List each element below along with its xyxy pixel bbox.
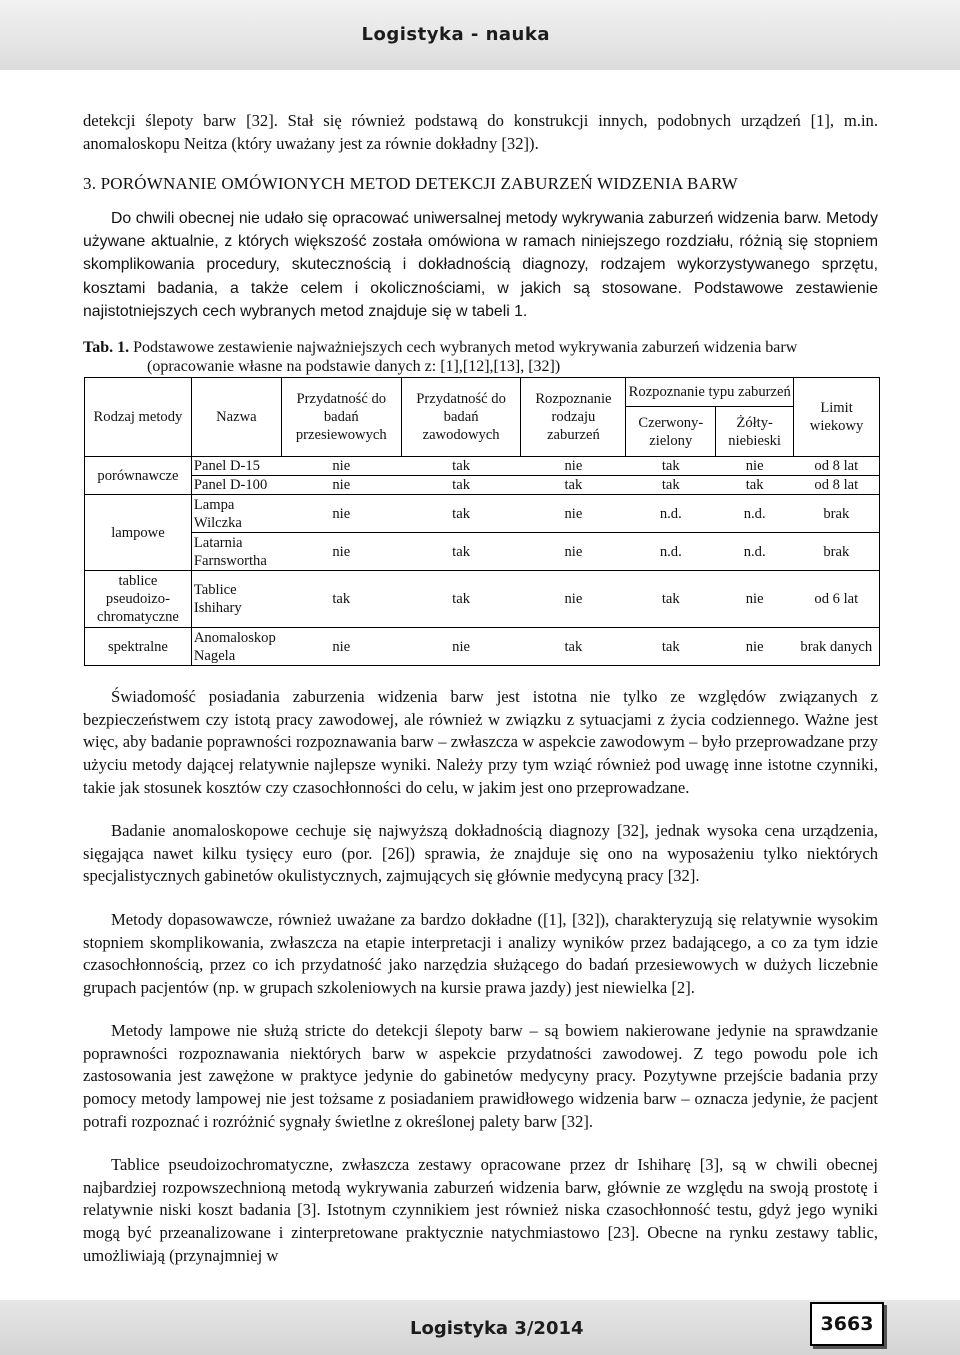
header-czerwony-zielony: Czerwony-zielony: [626, 407, 716, 457]
cell-zawodowe: nie: [401, 628, 521, 666]
body-paragraph: Tablice pseudoizochromatyczne, zwłaszcza zestawy opracowane przez dr Ishiharę [3], są w chwili obecnej najbardziej rozpowszechnioną metodą wykrywania zaburzeń widzenia barw, głównie ze względu na swoją prostotę i relatywnie niski koszt badania [3]. Istotnym czynnikiem jest również niska czasochłonność testu, gdyż jego wyniki mogą być przeanalizowane i zinterpretowane praktycznie natychmiastowo [23]. Obecne na rynku zestawy tablic, umożliwiają (przynajmniej w: [83, 1155, 878, 1265]
table-row: [85, 533, 880, 571]
cell-name: Panel D-100: [191, 476, 281, 495]
cell-name: Anomaloskop Nagela: [191, 628, 281, 666]
cell-zolty: nie: [716, 457, 794, 476]
table-caption-source: (opracowanie własne na podstawie danych z: [1],[12],[13], [32]): [147, 358, 561, 375]
cell-zolty: nie: [716, 571, 794, 628]
cell-limit: brak: [794, 533, 880, 571]
cell-limit: od 6 lat: [794, 571, 880, 628]
cell-czerwony: tak: [626, 571, 716, 628]
cell-name: Tablice Ishihary: [191, 571, 281, 628]
cell-rodzaj: nie: [521, 495, 626, 533]
body-paragraph: Metody dopasowawcze, również uważane za bardzo dokładne ([1], [32]), charakteryzują się relatywnie wysokim stopniem skomplikowania, zwłaszcza na etapie interpretacji i analizy wyników przez badającego, a co za tym idzie czasochłonnością, przez co ich przydatność jako narzędzia służącego do badań przesiewowych w dużych liczebnie grupach pacjentów (np. w grupach szkoleniowych na kursie prawa jazdy) jest niewielka [2].: [83, 910, 878, 998]
cell-rodzaj: nie: [521, 457, 626, 476]
table-row: [85, 495, 880, 533]
header-limit: Limit wiekowy: [794, 378, 880, 457]
cell-zolty: n.d.: [716, 495, 794, 533]
header-rodzaj: Rodzaj metody: [85, 378, 192, 457]
cell-zawodowe: tak: [401, 533, 521, 571]
cell-przesiewowe: tak: [281, 571, 401, 628]
cell-limit: od 8 lat: [794, 457, 880, 476]
header-zawodowe: Przydatność do badań zawodowych: [401, 378, 521, 457]
cell-przesiewowe: nie: [281, 495, 401, 533]
body-paragraph: Badanie anomaloskopowe cechuje się najwyższą dokładnością diagnozy [32], jednak wysoka cena urządzenia, sięgająca nawet kilku tysięcy euro (por. [26]) sprawia, że znajduje się ono na wyposażeniu tylko niektórych specjalistycznych gabinetów okulistycznych, zajmujących się głównie medycyną pracy [32].: [83, 821, 878, 886]
cell-limit: od 8 lat: [794, 476, 880, 495]
cell-przesiewowe: nie: [281, 533, 401, 571]
cell-czerwony: n.d.: [626, 495, 716, 533]
cell-zawodowe: tak: [401, 495, 521, 533]
table-row: [85, 457, 880, 476]
cell-zolty: nie: [716, 628, 794, 666]
group-lampowe: lampowe: [85, 495, 192, 571]
page-number: 3663: [810, 1302, 884, 1346]
footer-journal: Logistyka 3/2014: [410, 1318, 584, 1339]
cell-przesiewowe: nie: [281, 628, 401, 666]
table-caption: [83, 338, 883, 376]
cell-czerwony: tak: [626, 476, 716, 495]
cell-zawodowe: tak: [401, 457, 521, 476]
cell-zawodowe: tak: [401, 476, 521, 495]
cell-name: Latarnia Farnswortha: [191, 533, 281, 571]
table-caption-number: Tab. 1.: [83, 339, 130, 356]
cell-rodzaj: tak: [521, 628, 626, 666]
header-title: Logistyka - nauka: [361, 24, 550, 45]
table-caption-text: Podstawowe zestawienie najważniejszych cech wybranych metod wykrywania zaburzeń widzenia barw: [133, 339, 798, 356]
cell-limit: brak danych: [794, 628, 880, 666]
cell-czerwony: tak: [626, 628, 716, 666]
cell-zolty: n.d.: [716, 533, 794, 571]
table-header-row: [85, 378, 880, 407]
cell-czerwony: n.d.: [626, 533, 716, 571]
body-paragraph: Metody lampowe nie służą stricte do detekcji ślepoty barw – są bowiem nakierowane jedynie na sprawdzanie poprawności rozpoznawania niektórych barw w aspekcie przydatności zawodowej. Z tego powodu pole ich zastosowania jest zawężone w praktyce jedynie do gabinetów medycyny pracy. Pozytywne przejście badania przy pomocy metody lampowej nie jest tożsame z posiadaniem prawidłowego widzenia barw – oznacza jedynie, że pacjent potrafi rozpoznać i rozróżnić sygnały świetlne z określonej palety barw [32].: [83, 1021, 878, 1131]
header-nazwa: Nazwa: [191, 378, 281, 457]
header-zolty-niebieski: Żółty-niebieski: [716, 407, 794, 457]
table-row: [85, 628, 880, 666]
header-rozpoznanie-typu: Rozpoznanie typu zaburzeń: [626, 378, 794, 407]
group-spektralne: spektralne: [85, 628, 192, 666]
methods-table: [84, 377, 880, 666]
group-porownawcze: porównawcze: [85, 457, 192, 495]
cell-czerwony: tak: [626, 457, 716, 476]
header-rozpoznanie-rodzaju: Rozpoznanie rodzaju zaburzeń: [521, 378, 626, 457]
cell-name: Panel D-15: [191, 457, 281, 476]
cell-zawodowe: tak: [401, 571, 521, 628]
cell-limit: brak: [794, 495, 880, 533]
page-header: [0, 0, 960, 70]
body-paragraph: Świadomość posiadania zaburzenia widzenia barw jest istotna nie tylko ze względów związanych z bezpieczeństwem czy istotą pracy zawodowej, ale również w związku z sytuacjami z życia codziennego. Ważne jest więc, aby badanie poprawności rozpoznawania barw – zwłaszcza w aspekcie zawodowym – było przeprowadzane przy użyciu metody dającej relatywnie najlepsze wyniki. Należy przy tym wziąć również pod uwagę inne istotne czynniki, takie jak stosunek kosztów czy czasochłonności do celu, w jakim jest ono przeprowadzane.: [83, 687, 878, 797]
table-row: [85, 571, 880, 628]
cell-name: Lampa Wilczka: [191, 495, 281, 533]
table-row: [85, 476, 880, 495]
cell-rodzaj: nie: [521, 571, 626, 628]
intro-paragraph: detekcji ślepoty barw [32]. Stał się również podstawą do konstrukcji innych, podobnych urządzeń [1], m.in. anomaloskopu Neitza (który uważany jest za równie dokładny [32]).: [83, 111, 878, 153]
cell-rodzaj: nie: [521, 533, 626, 571]
group-tablice: tablice pseudoizo-chromatyczne: [85, 571, 192, 628]
header-przesiewowe: Przydatność do badań przesiewowych: [281, 378, 401, 457]
section-heading: 3. PORÓWNANIE OMÓWIONYCH METOD DETEKCJI ZABURZEŃ WIDZENIA BARW: [83, 174, 738, 193]
cell-rodzaj: tak: [521, 476, 626, 495]
section-paragraph: Do chwili obecnej nie udało się opracować uniwersalnej metody wykrywania zaburzeń widzenia barw. Metody używane aktualnie, z których większość została omówiona w ramach niniejszego rozdziału, różnią się stopniem skomplikowania procedury, skutecznością i dokładnością diagnozy, rodzajem wykorzystywanego sprzętu, kosztami badania, a także celem i okolicznościami, w jakich są stosowane. Podstawowe zestawienie najistotniejszych cech wybranych metod znajduje się w tabeli 1.: [83, 210, 878, 320]
cell-zolty: tak: [716, 476, 794, 495]
cell-przesiewowe: nie: [281, 476, 401, 495]
cell-przesiewowe: nie: [281, 457, 401, 476]
